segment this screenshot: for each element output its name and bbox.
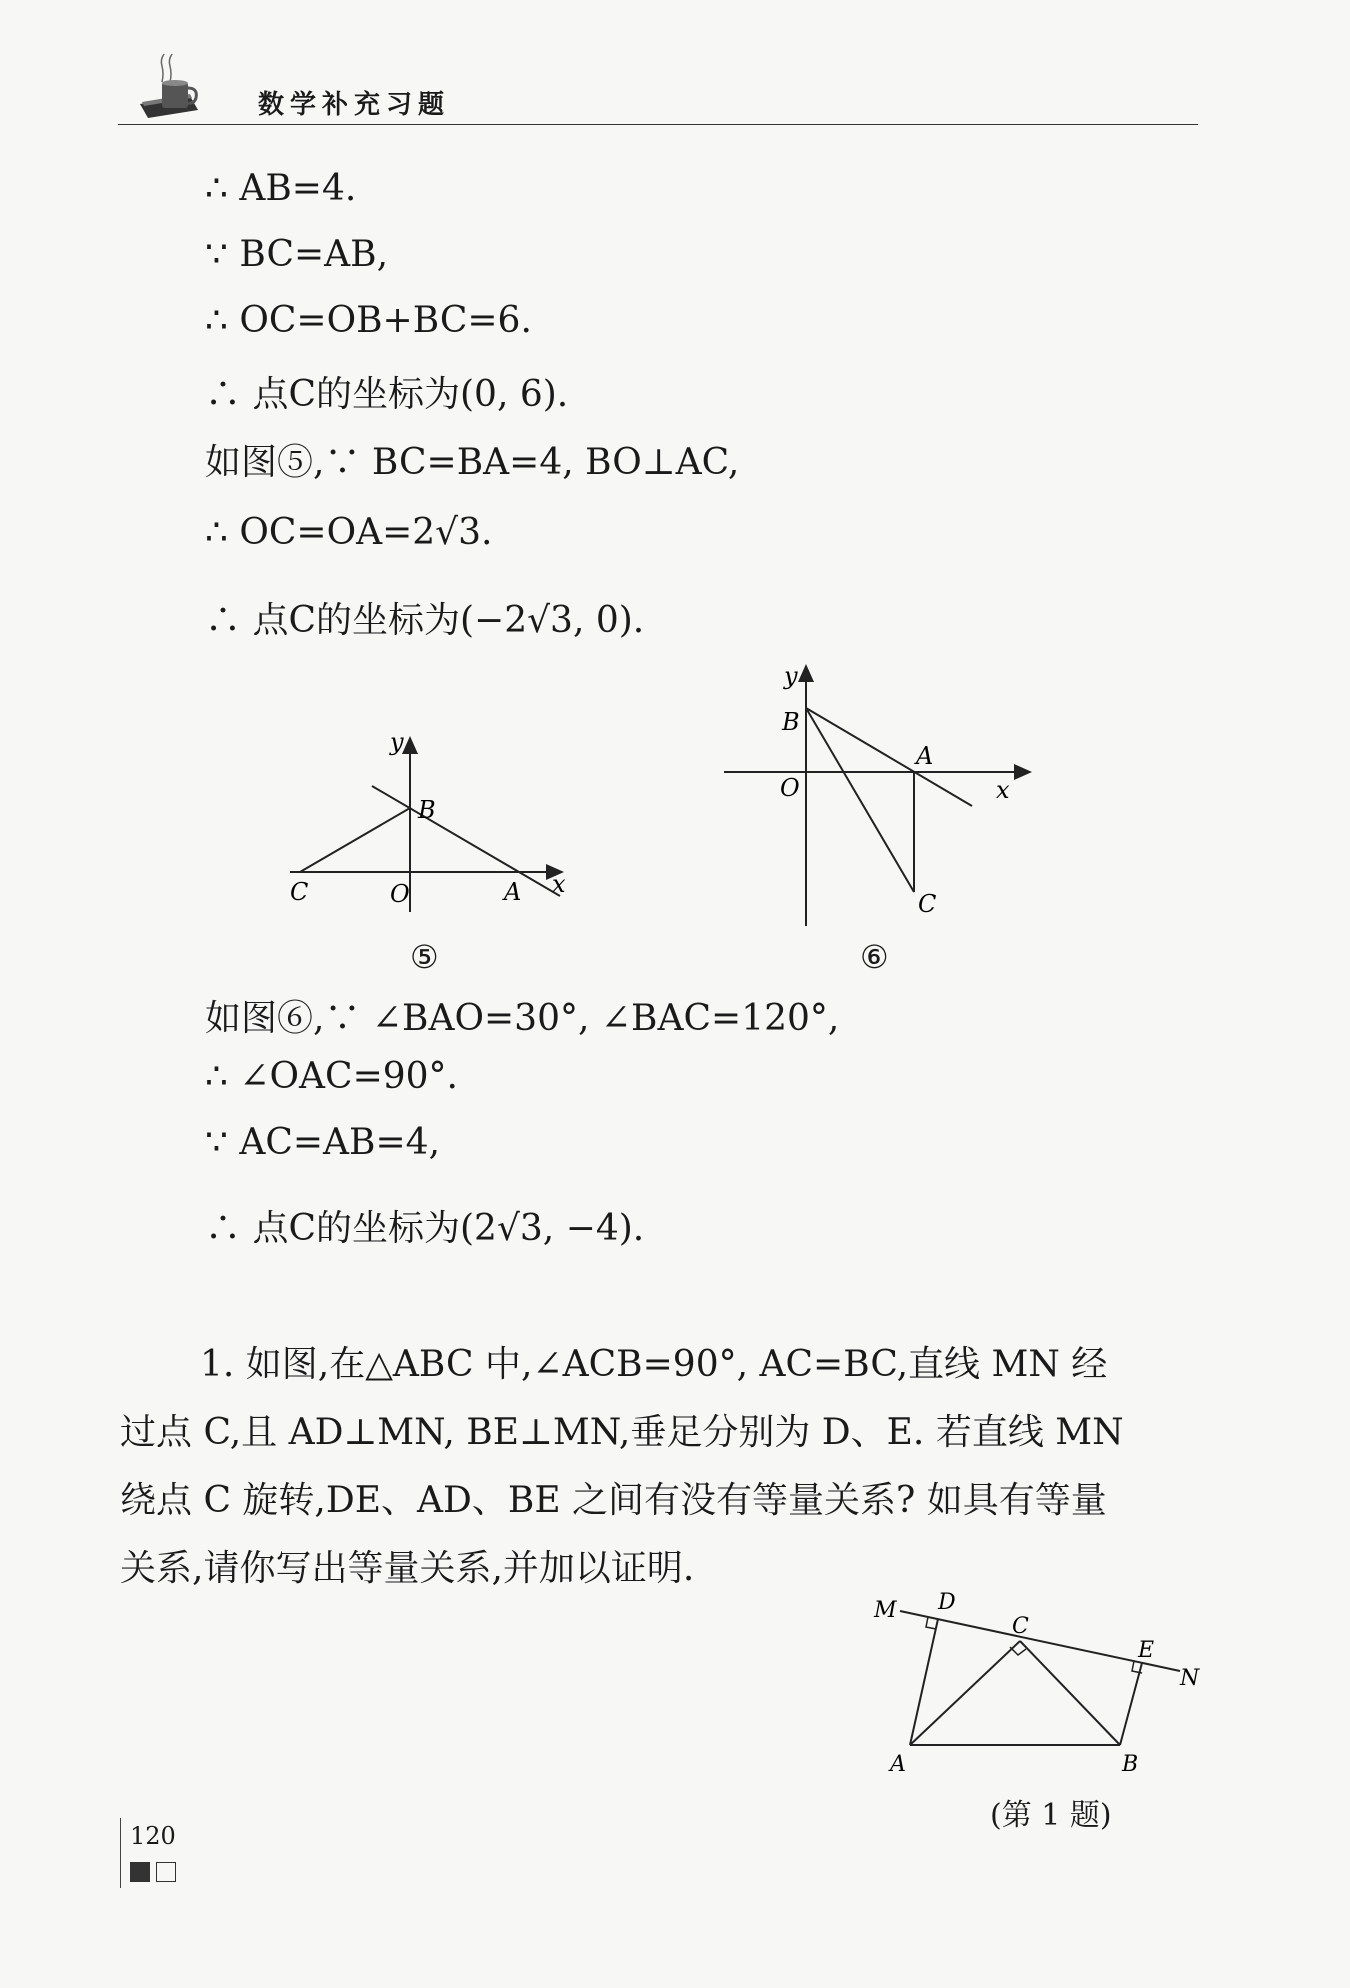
line-1: ∴ AB=4. <box>205 168 357 209</box>
figure-5-label: ⑤ <box>410 938 439 976</box>
line-4: ∴ 点C的坐标为(0, 6). <box>205 374 569 415</box>
label-m: M <box>874 1598 897 1623</box>
segment-ad <box>910 1619 938 1745</box>
problem-line-1: 1. 如图,在△ABC 中,∠ACB=90°, AC=BC,直线 MN 经 <box>200 1344 1108 1385</box>
figure-5 <box>280 720 600 940</box>
label-o: O <box>390 880 410 908</box>
line-2: ∵ BC=AB, <box>205 234 389 275</box>
segment-be <box>1120 1663 1142 1745</box>
line-7: ∴ 点C的坐标为(−2√3, 0). <box>205 600 645 641</box>
label-c: C <box>290 878 309 906</box>
label-b: B <box>782 708 800 736</box>
line-3: ∴ OC=OB+BC=6. <box>205 300 532 341</box>
problem-line-3: 绕点 C 旋转,DE、AD、BE 之间有没有等量关系? 如具有等量 <box>120 1480 1107 1521</box>
label-a: A <box>890 1752 906 1777</box>
label-e: E <box>1138 1638 1155 1663</box>
label-a: A <box>916 742 934 770</box>
line-6: ∴ OC=OA=2√3. <box>205 512 493 553</box>
book-and-cup-icon <box>140 52 260 122</box>
segment-bc <box>806 708 914 892</box>
line-11: ∴ 点C的坐标为(2√3, −4). <box>205 1208 645 1249</box>
label-n: N <box>1180 1666 1200 1691</box>
line-8: 如图⑥,∵ ∠BAO=30°, ∠BAC=120°, <box>205 998 840 1039</box>
line-10: ∵ AC=AB=4, <box>205 1122 441 1163</box>
label-c: C <box>1012 1614 1029 1639</box>
problem-line-2: 过点 C,且 AD⊥MN, BE⊥MN,垂足分别为 D、E. 若直线 MN <box>120 1412 1124 1453</box>
line-5: 如图⑤,∵ BC=BA=4, BO⊥AC, <box>205 442 740 483</box>
label-o: O <box>780 774 800 802</box>
label-x: x <box>552 870 566 898</box>
page-number: 120 <box>130 1822 176 1850</box>
problem-line-4: 关系,请你写出等量关系,并加以证明. <box>120 1548 695 1589</box>
figure-6 <box>720 660 1040 930</box>
page-header <box>118 52 1198 125</box>
label-c: C <box>918 890 937 918</box>
label-a: A <box>504 878 522 906</box>
figure-caption: (第 1 题) <box>990 1798 1112 1833</box>
segment-ac <box>910 1641 1020 1745</box>
empty-square-icon <box>156 1862 176 1882</box>
figure-6-label: ⑥ <box>860 938 889 976</box>
label-y: y <box>784 662 798 690</box>
label-d: D <box>938 1590 956 1615</box>
line-ba <box>806 708 972 806</box>
figure-problem-1 <box>870 1585 1210 1785</box>
line-9: ∴ ∠OAC=90°. <box>205 1056 458 1097</box>
label-x: x <box>996 776 1010 804</box>
header-title: 数学补充习题 <box>258 90 451 120</box>
segment-bc <box>1020 1641 1120 1745</box>
segment-cb <box>300 808 410 872</box>
label-y: y <box>390 728 404 756</box>
label-b: B <box>1122 1752 1139 1777</box>
label-b: B <box>418 796 436 824</box>
filled-square-icon <box>130 1862 150 1882</box>
